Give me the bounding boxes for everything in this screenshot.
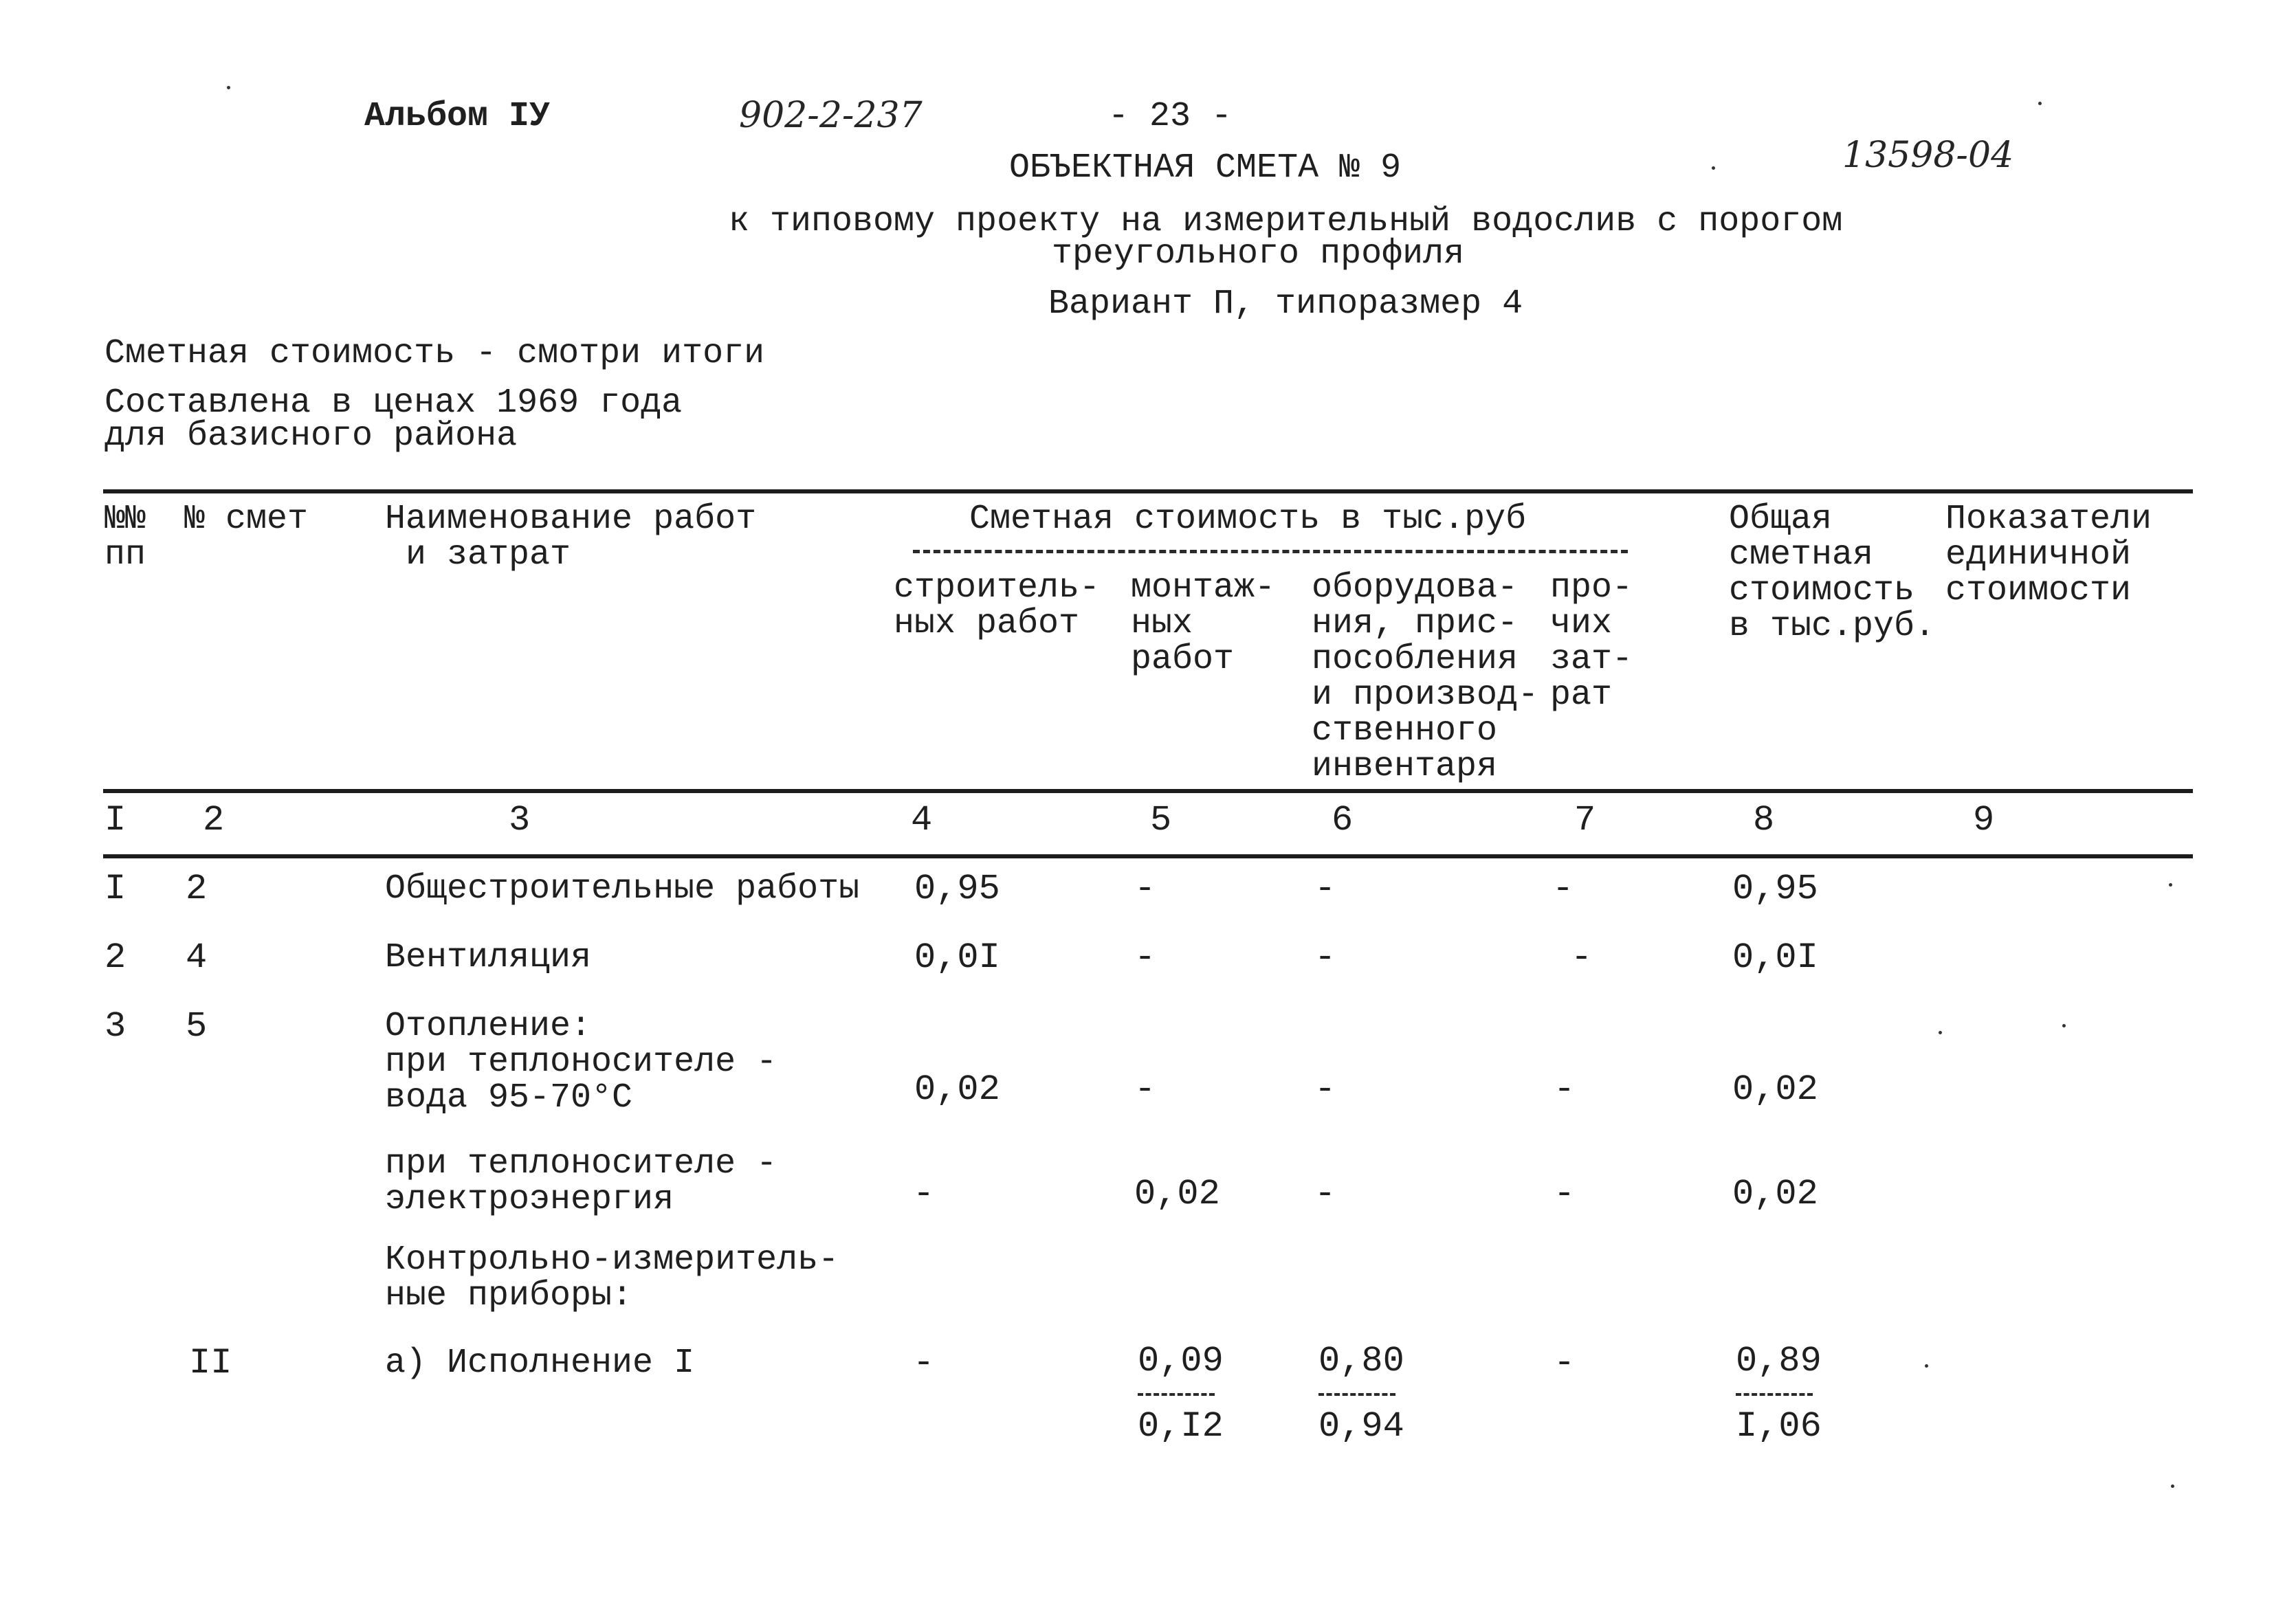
instruments-v1-name: а) Исполнение I <box>385 1344 695 1383</box>
prices-line-2: для базисного района <box>104 416 518 456</box>
table-row-2-total: 0,0I <box>1732 937 1818 978</box>
instruments-v1-total: 0,89 <box>1736 1341 1822 1381</box>
table-row-3-name: Отопление: <box>385 1007 592 1046</box>
table-row-3-estimate: 5 <box>186 1006 208 1047</box>
scan-speck <box>1925 1364 1928 1368</box>
header-cost-group: Сметная стоимость в тыс.руб <box>969 500 1527 539</box>
scan-speck <box>1712 166 1715 170</box>
page-number: - 23 - <box>1108 97 1233 136</box>
heating-electric-other: - <box>1554 1174 1576 1214</box>
variant-line: Вариант П, типоразмер 4 <box>1048 285 1523 324</box>
heating-water-installation: - <box>1134 1069 1156 1110</box>
column-numbers-rule <box>103 854 2193 858</box>
scan-speck <box>2169 883 2172 887</box>
document-number: 13598-04 <box>1842 135 2014 176</box>
heating-electric-name: при теплоносителе - электроэнергия <box>385 1144 777 1219</box>
group-header-dashed-rule <box>913 550 1628 553</box>
table-row-1-other: - <box>1552 869 1574 909</box>
table-row-1-installation: - <box>1134 869 1156 909</box>
column-number-5: 5 <box>1150 800 1172 841</box>
table-row-2-name: Вентиляция <box>385 938 592 977</box>
scan-speck <box>227 86 230 89</box>
column-number-4: 4 <box>911 800 933 841</box>
table-row-3-number: 3 <box>104 1006 126 1047</box>
prices-line-1: Составлена в ценах 1969 года <box>104 383 683 423</box>
table-row-1-estimate: 2 <box>186 869 208 909</box>
table-row-2-installation: - <box>1134 937 1156 978</box>
instruments-alt-total: I,06 <box>1736 1406 1822 1447</box>
fraction-dash-equipment <box>1318 1393 1395 1396</box>
table-row-2-number: 2 <box>104 937 126 978</box>
instruments-v1-construction: - <box>913 1343 935 1383</box>
instruments-alt-equipment: 0,94 <box>1318 1406 1404 1447</box>
album-label: Альбом IУ <box>364 97 551 136</box>
scan-speck <box>1939 1031 1942 1034</box>
table-row-2-other: - <box>1571 937 1593 978</box>
table-row-1-name: Общестроительные работы <box>385 869 860 909</box>
header-estimate-number: № смет <box>184 500 309 539</box>
table-row-2-estimate: 4 <box>186 937 208 978</box>
table-top-rule <box>103 489 2193 493</box>
column-number-7: 7 <box>1574 800 1596 841</box>
header-work-name: Наименование работ и затрат <box>385 500 757 575</box>
column-number-8: 8 <box>1753 800 1775 841</box>
document-title: ОБЪЕКТНАЯ СМЕТА № 9 <box>1009 148 1402 188</box>
scan-speck <box>2171 1484 2174 1488</box>
heating-water-total: 0,02 <box>1732 1069 1818 1110</box>
header-construction: строитель- ных работ <box>894 568 1101 643</box>
header-equipment: оборудова- ния, прис- пособления и производ- ственного инвентаря <box>1312 568 1539 786</box>
heating-electric-total: 0,02 <box>1732 1174 1818 1214</box>
table-row-1-number: I <box>104 869 126 909</box>
scan-speck <box>2062 1024 2066 1027</box>
instruments-v1-estimate: II <box>189 1343 232 1383</box>
header-installation: монтаж- ных работ <box>1131 568 1276 679</box>
header-other-costs: про- чих зат- рат <box>1550 568 1633 715</box>
table-row-1-construction: 0,95 <box>914 869 1000 909</box>
instruments-v1-installation: 0,09 <box>1138 1341 1224 1381</box>
estimated-cost-line: Сметная стоимость - смотри итоги <box>104 334 765 373</box>
heating-water-name: при теплоносителе - вода 95-70°С <box>385 1043 777 1117</box>
header-row-number: №№ пп <box>104 500 146 575</box>
column-number-3: 3 <box>509 800 531 841</box>
heating-water-equipment: - <box>1314 1069 1336 1110</box>
table-row-1-total: 0,95 <box>1732 869 1818 909</box>
header-bottom-rule <box>103 789 2193 793</box>
heating-electric-installation: 0,02 <box>1134 1174 1220 1214</box>
column-number-2: 2 <box>203 800 225 841</box>
fraction-dash-total <box>1736 1393 1813 1396</box>
header-total-cost: Общая сметная стоимость в тыс.руб. <box>1729 500 1936 646</box>
heating-water-other: - <box>1554 1069 1576 1110</box>
control-instruments-name: Контрольно-измеритель- ные приборы: <box>385 1241 839 1315</box>
column-number-1: I <box>104 800 126 841</box>
project-code: 902-2-237 <box>739 95 923 136</box>
subtitle-line-2: треугольного профиля <box>1052 234 1465 274</box>
header-unit-indicators: Показатели единичной стоимости <box>1945 500 2152 610</box>
column-number-9: 9 <box>1973 800 1995 841</box>
fraction-dash-installation <box>1138 1393 1215 1396</box>
instruments-v1-equipment: 0,80 <box>1318 1341 1404 1381</box>
heating-electric-construction: - <box>913 1174 935 1214</box>
subtitle-line-1: к типовому проекту на измерительный водослив с порогом <box>729 202 1843 241</box>
table-row-2-equipment: - <box>1314 937 1336 978</box>
column-number-6: 6 <box>1332 800 1354 841</box>
heating-electric-equipment: - <box>1314 1174 1336 1214</box>
instruments-v1-other: - <box>1554 1343 1576 1383</box>
table-row-1-equipment: - <box>1314 869 1336 909</box>
table-row-2-construction: 0,0I <box>914 937 1000 978</box>
heating-water-construction: 0,02 <box>914 1069 1000 1110</box>
instruments-alt-installation: 0,I2 <box>1138 1406 1224 1447</box>
scan-speck <box>2038 102 2042 105</box>
